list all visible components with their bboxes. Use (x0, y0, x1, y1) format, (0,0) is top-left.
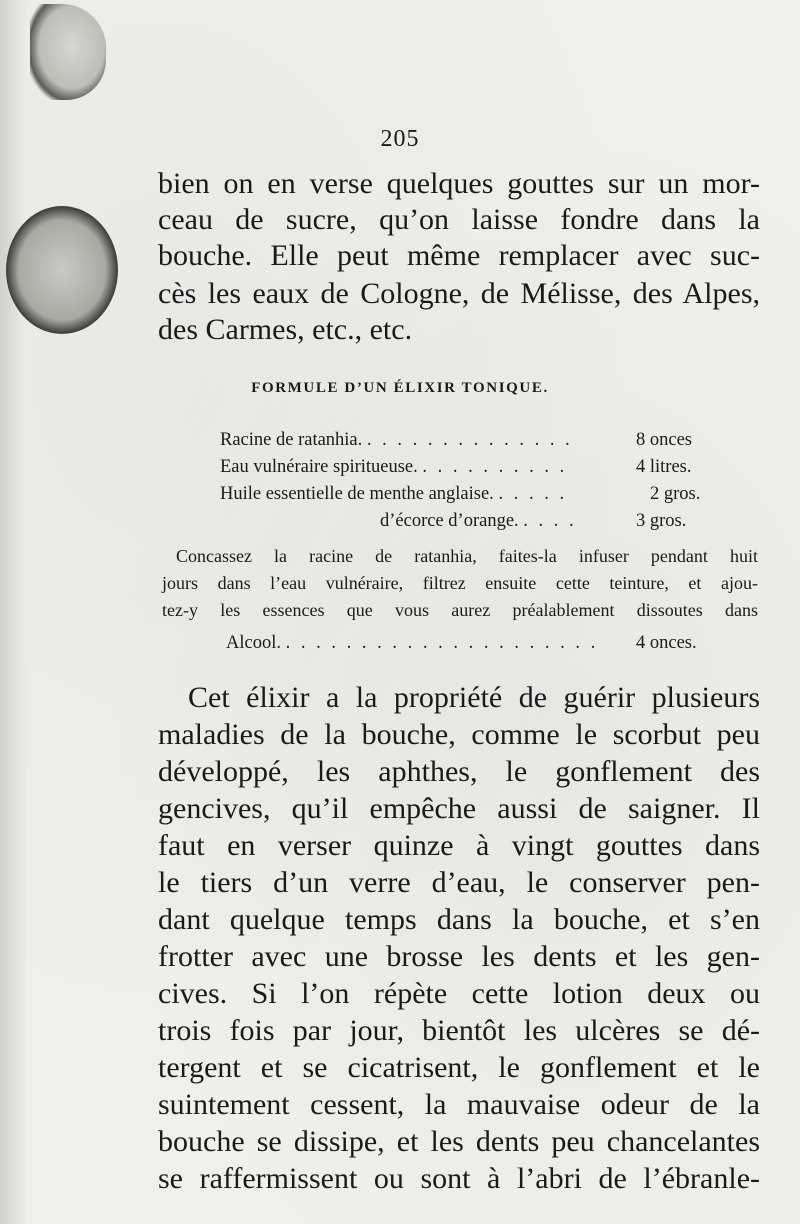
text-line: bouche se dissipe, et les dents peu chancelantes (158, 1125, 760, 1158)
ingredient-quantity: 8 onces (636, 430, 692, 450)
alcohol-row (226, 631, 598, 655)
ingredient-row (380, 509, 577, 533)
text-line: se raffermissent ou sont à l’abri de l’ébranle- (158, 1162, 760, 1195)
instruction-line: tez-y les essences que vous aurez préalablement dissoutes dans (162, 600, 758, 620)
ingredient-quantity: 2 gros. (650, 484, 701, 504)
leader-dots: . . . . (523, 511, 577, 531)
ingredient-quantity: 4 onces. (636, 633, 697, 653)
ingredient-name: d’écorce d’orange. (380, 511, 519, 531)
text-line: suintement cessent, la mauvaise odeur de la (158, 1088, 760, 1121)
leader-dots: . . . . . . . . . . (422, 457, 568, 477)
leader-dots: . . . . . (498, 484, 568, 504)
page-number: 205 (380, 126, 420, 152)
paper-stain-middle (6, 206, 118, 334)
text-line: bien on en verse quelques gouttes sur un mor- (158, 167, 760, 200)
formula-heading: FORMULE D’UN ÉLIXIR TONIQUE. (251, 380, 549, 396)
text-line: bouche. Elle peut même remplacer avec suc- (158, 239, 760, 272)
text-line: dant quelque temps dans la bouche, et s’en (158, 903, 760, 936)
text-line: frotter avec une brosse les dents et les gen- (158, 940, 760, 973)
text-line: faut en verser quinze à vingt gouttes dans (158, 829, 760, 862)
ingredient-name: Alcool. (226, 633, 281, 653)
ingredient-quantity: 4 litres. (636, 457, 692, 477)
text-line: maladies de la bouche, comme le scorbut peu (158, 718, 760, 751)
instruction-line: Concassez la racine de ratanhia, faites-la infuser pendant huit (176, 546, 758, 566)
text-line: cives. Si l’on répète cette lotion deux ou (158, 977, 760, 1010)
leader-dots: . . . . . . . . . . . . . . (366, 430, 573, 450)
ingredient-name: Racine de ratanhia. (220, 430, 363, 450)
leader-dots: . . . . . . . . . . . . . . . . . . . . . (285, 633, 599, 653)
ingredient-row (220, 428, 573, 452)
ingredient-row (220, 482, 567, 506)
page-gutter (0, 0, 26, 1224)
paper-stain-top (30, 4, 106, 100)
ingredient-name: Huile essentielle de menthe anglaise. (220, 484, 494, 504)
text-line: tergent et se cicatrisent, le gonflement et le (158, 1051, 760, 1084)
instruction-line: jours dans l’eau vulnéraire, filtrez ensuite cette teinture, et ajou- (162, 573, 758, 593)
text-line: gencives, qu’il empêche aussi de saigner. Il (158, 792, 760, 825)
text-line: Cet élixir a la propriété de guérir plusieurs (188, 681, 760, 714)
text-line: ceau de sucre, qu’on laisse fondre dans la (158, 203, 760, 236)
text-line: trois fois par jour, bientôt les ulcères se dé- (158, 1014, 760, 1047)
text-line: cès les eaux de Cologne, de Mélisse, des Alpes, (158, 277, 760, 310)
text-line: développé, les aphthes, le gonflement des (158, 755, 760, 788)
text-line: le tiers d’un verre d’eau, le conserver pen- (158, 866, 760, 899)
ingredient-row (220, 455, 567, 479)
ingredient-name: Eau vulnéraire spiritueuse. (220, 457, 418, 477)
text-line: des Carmes, etc., etc. (158, 313, 413, 346)
ingredient-quantity: 3 gros. (636, 511, 687, 531)
